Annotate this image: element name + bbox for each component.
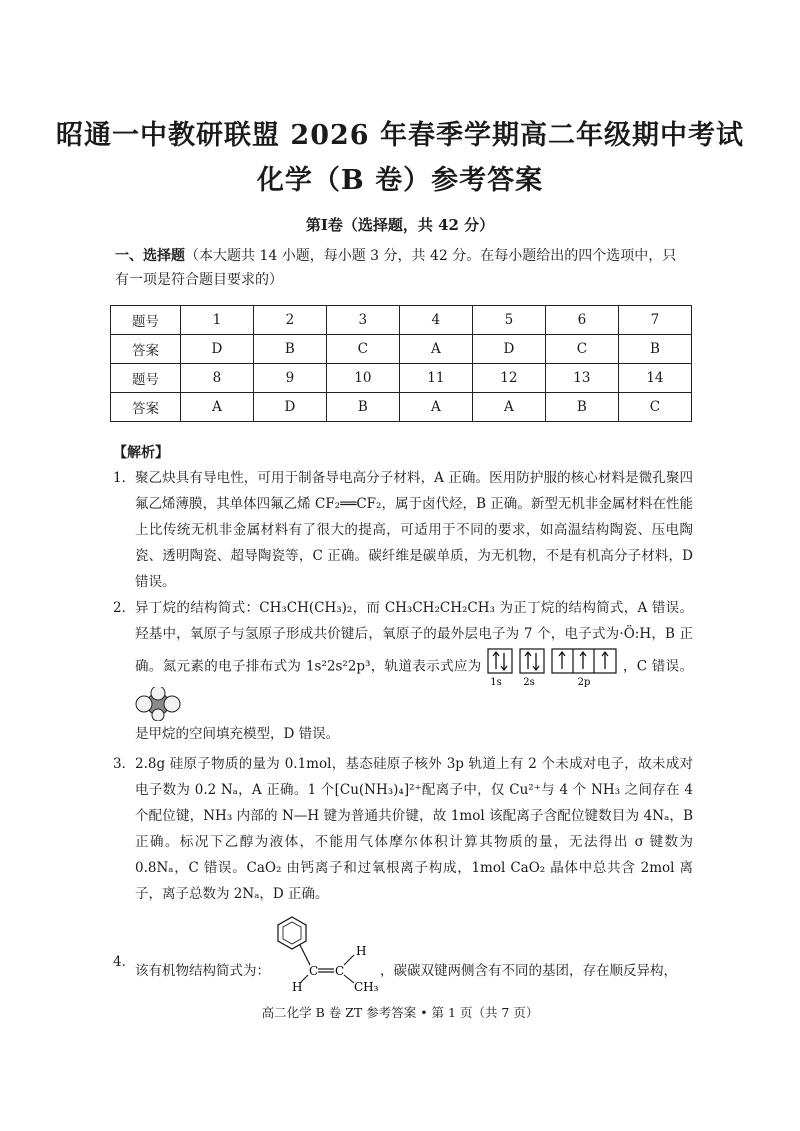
page-footer: 高二化学 B 卷 ZT 参考答案 • 第 1 页（共 7 页）: [261, 1005, 539, 1020]
analysis-label: 【解析】: [113, 445, 169, 461]
table-cell: 2: [253, 306, 326, 335]
orbital-label-1s: 1s: [490, 677, 503, 687]
table-cell: A: [181, 393, 254, 422]
table-cell: B: [618, 335, 691, 364]
analysis-item-3: [113, 751, 693, 907]
item-text-continued: ，C 错误。: [622, 658, 693, 675]
table-cell: 10: [326, 364, 399, 393]
table-row: [111, 306, 692, 335]
table-row-header: 答案: [111, 335, 181, 364]
structure-formula-image: [270, 913, 380, 993]
methane-model-image: [135, 687, 181, 721]
item-text-continued: ，碳碳双键两侧含有不同的基团，存在顺反异构，: [380, 963, 677, 979]
table-cell: D: [181, 335, 254, 364]
page-subtitle: 化学（B 卷）参考答案: [256, 165, 544, 196]
item-number: 2．: [113, 600, 136, 616]
struct-label-h-right: H: [356, 944, 367, 958]
item-text-end: 是甲烷的空间填充模型，D 错误。: [135, 726, 340, 742]
item-text: 异丁烷的结构简式：CH₃CH(CH₃)₂，而 CH₃CH₂CH₂CH₃ 为正丁烷的结构简式，A 错误。羟基中，氧原子与氢原子形成共价键后，氧原子的最外层电子为 7 个，电子式为·Ö:H，B 正确。氮元素的电子排布式为 1s²2s²2p³，轨道表示式应为: [135, 600, 693, 675]
table-row: [111, 335, 692, 364]
answer-table: [110, 305, 692, 422]
table-cell: A: [472, 393, 545, 422]
table-row: [111, 364, 692, 393]
struct-label-h-left: H: [292, 980, 303, 993]
table-cell: 5: [472, 306, 545, 335]
table-cell: A: [399, 335, 472, 364]
table-cell: 12: [472, 364, 545, 393]
table-cell: 14: [618, 364, 691, 393]
table-cell: 4: [399, 306, 472, 335]
item-number: 1．: [113, 470, 136, 486]
intro-label: 一、选择题: [115, 248, 185, 264]
analysis-list: [113, 465, 693, 993]
page-title: 昭通一中教研联盟 2026 年春季学期高二年级期中考试: [56, 120, 744, 151]
table-cell: 1: [181, 306, 254, 335]
table-row-header: 答案: [111, 393, 181, 422]
table-cell: C: [545, 335, 618, 364]
item-text: 聚乙炔具有导电性，可用于制备导电高分子材料，A 正确。医用防护服的核心材料是微孔聚四氟乙烯薄膜，其单体四氟乙烯 CF₂══CF₂，属于卤代烃，B 正确。新型无机非金属材料在性能上比传统无机非金属材料有了很大的提高，可适用于不同的要求，如高温结构陶瓷、压电陶瓷、透明陶瓷、超导陶瓷等，C 正确。碳纤维是碳单质，为无机物，不是有机高分子材料，D 错误。: [135, 470, 693, 590]
table-cell: D: [253, 393, 326, 422]
table-cell: 11: [399, 364, 472, 393]
item-text: 该有机物结构简式为：: [135, 963, 270, 979]
section-heading: [0, 214, 800, 235]
struct-label-ch3: CH₃: [354, 980, 379, 993]
item-number: 4．: [113, 954, 136, 970]
table-cell: B: [545, 393, 618, 422]
table-cell: 9: [253, 364, 326, 393]
analysis-item-4: [113, 913, 693, 993]
item-text: 2.8g 硅原子物质的量为 0.1mol，基态硅原子核外 3p 轨道上有 2 个未成对电子，故未成对电子数为 0.2 Nₐ，A 正确。1 个[Cu(NH₃)₄]²⁺配离子中，仅 Cu²⁺与 4 个 NH₃ 之间存在 4 个配位键，NH₃ 内部的 N—H 键为普通共价键，故 1mol 该配离子含配位键数目为 4Nₐ，B 正确。标况下乙醇为液体，不能用气体摩尔体积计算其物质的量，无法得出 σ 键数为 0.8Nₐ，C 错误。CaO₂ 由钙离子和过氧根离子构成，1mol CaO₂ 晶体中总共含 2mol 离子，离子总数为 2Nₐ，D 正确。: [135, 756, 693, 902]
analysis-item-1: [113, 465, 693, 595]
analysis-item-2: [113, 595, 693, 747]
struct-label-c-left: C: [309, 964, 319, 978]
table-cell: 3: [326, 306, 399, 335]
table-cell: A: [399, 393, 472, 422]
intro-text: （本大题共 14 小题，每小题 3 分，共 42 分。在每小题给出的四个选项中，只有一项是符合题目要求的）: [115, 248, 677, 288]
table-cell: B: [326, 393, 399, 422]
struct-label-c-right: C: [335, 964, 345, 978]
table-cell: 8: [181, 364, 254, 393]
section-heading-text: 第Ⅰ卷（选择题，共 42 分）: [305, 216, 495, 234]
table-cell: D: [472, 335, 545, 364]
table-row: [111, 393, 692, 422]
orbital-diagram: [486, 647, 618, 687]
orbital-label-2s: 2s: [523, 677, 536, 687]
item-number: 3．: [113, 756, 136, 772]
orbital-label-2p: 2p: [577, 677, 591, 687]
question-intro: [115, 244, 690, 292]
table-row-header: 题号: [111, 364, 181, 393]
table-cell: 7: [618, 306, 691, 335]
table-cell: C: [326, 335, 399, 364]
table-cell: 6: [545, 306, 618, 335]
table-cell: C: [618, 393, 691, 422]
table-cell: B: [253, 335, 326, 364]
table-row-header: 题号: [111, 306, 181, 335]
table-cell: 13: [545, 364, 618, 393]
